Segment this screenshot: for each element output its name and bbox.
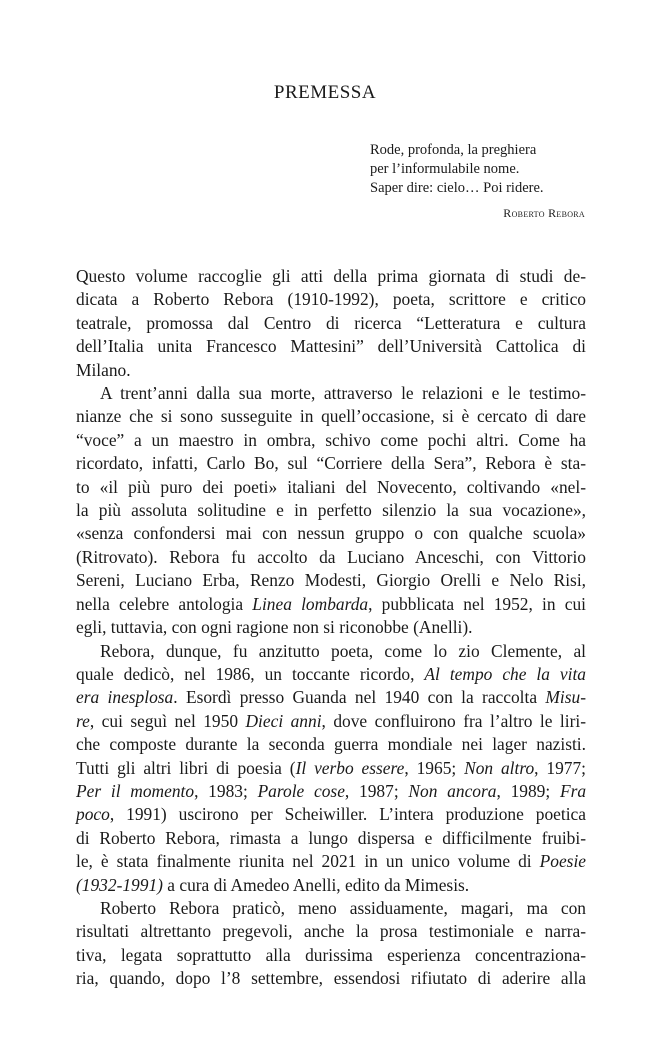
page-title: PREMESSA [273,82,377,103]
body-line: ria, quando, dopo l’8 settembre, essendosi rifiutato di aderire alla [76,968,586,989]
body-line: “voce” a un maestro in ombra, schivo come pochi altri. Come ha [76,429,586,450]
body-line: «senza confondersi mai con nessun gruppo o con qualche scuola» [76,523,586,544]
body-line: ricordato, infatti, Carlo Bo, sul “Corriere della Sera”, Rebora è sta- [76,453,586,474]
body-line: quale dedicò, nel 1986, un toccante ricordo, Al tempo che la vita [76,663,586,684]
body-line: che composte durante la seconda guerra mondiale nei lager nazisti. [76,734,586,755]
epigraph [370,141,585,223]
body-text [76,265,586,991]
body-line: Milano. [76,359,131,380]
body-line: risultati altrettanto pregevoli, anche la prosa testimoniale e narra- [76,921,586,942]
body-line: tiva, legata soprattutto alla durissima esperienza concentraziona- [76,944,586,965]
body-line: egli, tuttavia, con ogni ragione non si riconobbe (Anelli). [76,617,473,638]
body-line: A trent’anni dalla sua morte, attraverso le relazioni e le testimo- [100,383,586,404]
body-line: (Ritrovato). Rebora fu accolto da Luciano Anceschi, con Vittorio [76,546,586,567]
body-line: dicata a Roberto Rebora (1910-1992), poeta, scrittore e critico [76,289,586,310]
body-line: Tutti gli altri libri di poesia (Il verbo essere, 1965; Non altro, 1977; [76,757,586,778]
body-line: le, è stata finalmente riunita nel 2021 in un unico volume di Poesie [76,851,586,872]
body-line: Per il momento, 1983; Parole cose, 1987; Non ancora, 1989; Fra [76,780,587,801]
body-line: (1932-1991) a cura di Amedeo Anelli, edito da Mimesis. [76,874,470,895]
epigraph-line: Saper dire: cielo… Poi ridere. [370,180,544,196]
epigraph-line: Rode, profonda, la preghiera [370,142,537,158]
body-line: dell’Italia unita Francesco Mattesini” dell’Università Cattolica di [76,336,586,357]
body-line: Questo volume raccoglie gli atti della prima giornata di studi de- [76,266,586,286]
epigraph-line: per l’informulabile nome. [370,161,520,177]
body-line: Sereni, Luciano Erba, Renzo Modesti, Giorgio Orelli e Nelo Risi, [76,570,586,591]
body-line: poco, 1991) uscirono per Scheiwiller. L’intera produzione poetica [76,804,586,825]
body-line: nella celebre antologia Linea lombarda, pubblicata nel 1952, in cui [76,593,587,614]
body-line: nianze che si sono susseguite in quell’occasione, si è cercato di dare [76,406,586,427]
body-line: to «il più puro dei poeti» italiani del Novecento, coltivando «nel- [76,476,586,497]
body-line: re, cui seguì nel 1950 Dieci anni, dove confluirono fra l’altro le liri- [76,710,586,731]
body-line: Roberto Rebora praticò, meno assiduamente, magari, ma con [100,897,586,918]
body-line: era inesplosa. Esordì presso Guanda nel 1940 con la raccolta Misu- [76,687,586,708]
epigraph-author: Roberto Rebora [503,206,585,220]
body-line: teatrale, promossa dal Centro di ricerca “Letteratura e cultura [76,312,586,333]
body-line: Rebora, dunque, fu anzitutto poeta, come lo zio Clemente, al [100,640,586,661]
body-line: di Roberto Rebora, rimasta a lungo dispersa e difficilmente fruibi- [76,827,586,848]
body-line: la più assoluta solitudine e in perfetto silenzio la sua vocazione», [76,500,586,521]
